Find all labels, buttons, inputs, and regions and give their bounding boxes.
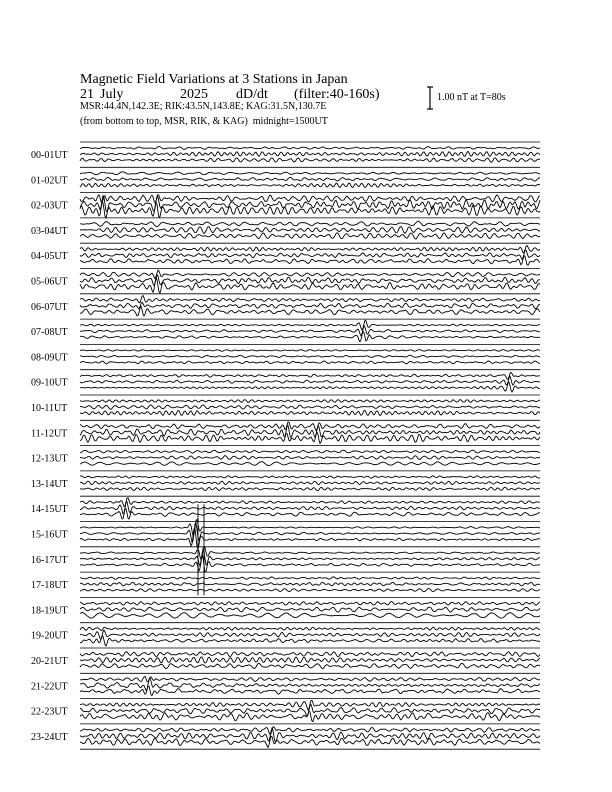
hour-row-12 [31, 446, 540, 466]
trace-msr-13 [80, 487, 540, 490]
trace-rik-17 [80, 582, 540, 586]
hour-row-13 [31, 471, 540, 491]
date-month: July [100, 87, 124, 102]
scale-bar [427, 87, 433, 109]
hour-label: 00-01UT [31, 150, 68, 161]
order-label: (from bottom to top, MSR, RIK, & KAG) [80, 116, 248, 127]
trace-rik-7 [80, 326, 540, 336]
hour-label: 21-22UT [31, 681, 68, 693]
trace-msr-9 [80, 382, 540, 392]
trace-rik-5 [80, 275, 540, 286]
date-year: 2025 [180, 87, 208, 102]
trace-msr-3 [80, 233, 540, 239]
hour-label: 12-13UT [31, 453, 68, 465]
trace-msr-17 [80, 589, 540, 592]
hour-row-0 [31, 142, 540, 162]
hour-row-10 [31, 395, 540, 416]
hour-label: 22-23UT [31, 706, 68, 718]
trace-kag-3 [80, 221, 540, 226]
trace-kag-18 [80, 602, 540, 606]
trace-msr-6 [80, 307, 540, 316]
trace-rik-20 [80, 657, 540, 663]
hour-row-4 [31, 243, 540, 265]
date-day: 21 [80, 87, 94, 102]
trace-kag-13 [80, 476, 540, 479]
trace-kag-5 [80, 270, 540, 278]
trace-rik-1 [80, 177, 540, 181]
trace-kag-10 [80, 400, 540, 403]
trace-msr-21 [80, 686, 540, 695]
hour-row-6 [31, 294, 540, 316]
hour-row-3 [31, 218, 540, 239]
hour-row-2 [31, 193, 540, 218]
hour-label: 10-11UT [31, 403, 68, 414]
hour-label: 01-02UT [31, 175, 68, 187]
trace-msr-18 [80, 612, 540, 618]
hour-label: 20-21UT [31, 656, 68, 667]
hour-label: 14-15UT [31, 504, 68, 516]
trace-msr-22 [80, 711, 540, 721]
trace-msr-0 [80, 158, 540, 163]
trace-kag-19 [80, 627, 540, 631]
hour-row-16 [31, 546, 540, 572]
trace-kag-0 [80, 147, 540, 150]
trace-rik-13 [80, 481, 540, 484]
trace-msr-14 [80, 509, 540, 519]
hour-row-19 [31, 623, 540, 646]
station-coordinates: MSR:44.4N,142.3E; RIK:43.5N,143.8E; KAG:31.5N,130.7E [80, 101, 327, 112]
trace-rik-0 [80, 151, 540, 156]
hour-label: 11-12UT [31, 428, 68, 440]
trace-msr-19 [80, 636, 540, 646]
hour-row-5 [31, 269, 540, 293]
hour-row-14 [31, 496, 540, 519]
hour-label: 03-04UT [31, 225, 68, 237]
trace-kag-12 [80, 450, 540, 453]
midnight-label: midnight=1500UT [252, 116, 328, 127]
trace-rik-18 [80, 607, 540, 612]
hour-row-11 [31, 420, 540, 443]
hour-label: 09-10UT [31, 377, 68, 389]
trace-kag-1 [80, 172, 540, 175]
hour-rows [31, 142, 540, 749]
hour-row-8 [31, 344, 540, 363]
hour-label: 05-06UT [31, 276, 68, 288]
scale-label: 1.00 nT at T=80s [437, 92, 506, 103]
hour-row-7 [31, 319, 540, 342]
trace-kag-4 [80, 246, 540, 253]
hour-label: 16-17UT [31, 554, 68, 566]
quantity-label: dD/dt [236, 87, 268, 102]
trace-kag-11 [80, 422, 540, 431]
hour-row-1 [31, 167, 540, 187]
trace-msr-16 [80, 555, 540, 572]
chart-title: Magnetic Field Variations at 3 Stations in Japan [80, 72, 348, 87]
trace-kag-20 [80, 652, 540, 657]
trace-rik-8 [80, 355, 540, 357]
hour-row-9 [31, 370, 540, 392]
trace-msr-8 [80, 361, 540, 364]
hour-label: 17-18UT [31, 580, 68, 592]
trace-kag-9 [80, 372, 540, 379]
trace-kag-14 [80, 498, 540, 507]
hour-row-20 [31, 648, 540, 669]
hour-row-21 [31, 673, 540, 695]
trace-msr-20 [80, 663, 540, 668]
trace-kag-17 [80, 577, 540, 580]
hour-row-18 [31, 597, 540, 618]
trace-kag-2 [80, 195, 540, 203]
hour-row-22 [31, 699, 540, 722]
trace-msr-15 [80, 529, 540, 549]
trace-kag-7 [80, 320, 540, 330]
trace-rik-19 [80, 630, 540, 639]
trace-rik-14 [80, 502, 540, 514]
trace-msr-4 [80, 256, 540, 266]
hour-label: 04-05UT [31, 251, 68, 263]
trace-msr-23 [80, 736, 540, 747]
trace-msr-12 [80, 462, 540, 466]
hour-label: 06-07UT [31, 301, 68, 313]
trace-rik-6 [80, 302, 540, 308]
trace-msr-1 [80, 183, 540, 188]
trace-rik-4 [80, 250, 540, 259]
hour-label: 15-16UT [31, 529, 68, 541]
hour-label: 02-03UT [31, 200, 68, 212]
trace-msr-10 [80, 410, 540, 415]
trace-rik-3 [80, 227, 540, 234]
trace-kag-6 [80, 295, 540, 302]
hour-label: 13-14UT [31, 478, 68, 490]
hour-row-15 [31, 520, 540, 550]
filter-label: (filter:40-160s) [294, 87, 380, 102]
hour-label: 19-20UT [31, 630, 68, 642]
trace-rik-10 [80, 405, 540, 409]
trace-kag-8 [80, 350, 540, 352]
hour-row-23 [31, 724, 540, 747]
hour-label: 08-09UT [31, 352, 68, 364]
hour-label: 07-08UT [31, 327, 68, 339]
hour-label: 18-19UT [31, 605, 68, 617]
trace-rik-9 [80, 377, 540, 386]
hour-label: 23-24UT [31, 731, 68, 743]
trace-rik-12 [80, 456, 540, 460]
trace-msr-7 [80, 331, 540, 341]
hour-row-17 [31, 572, 540, 592]
